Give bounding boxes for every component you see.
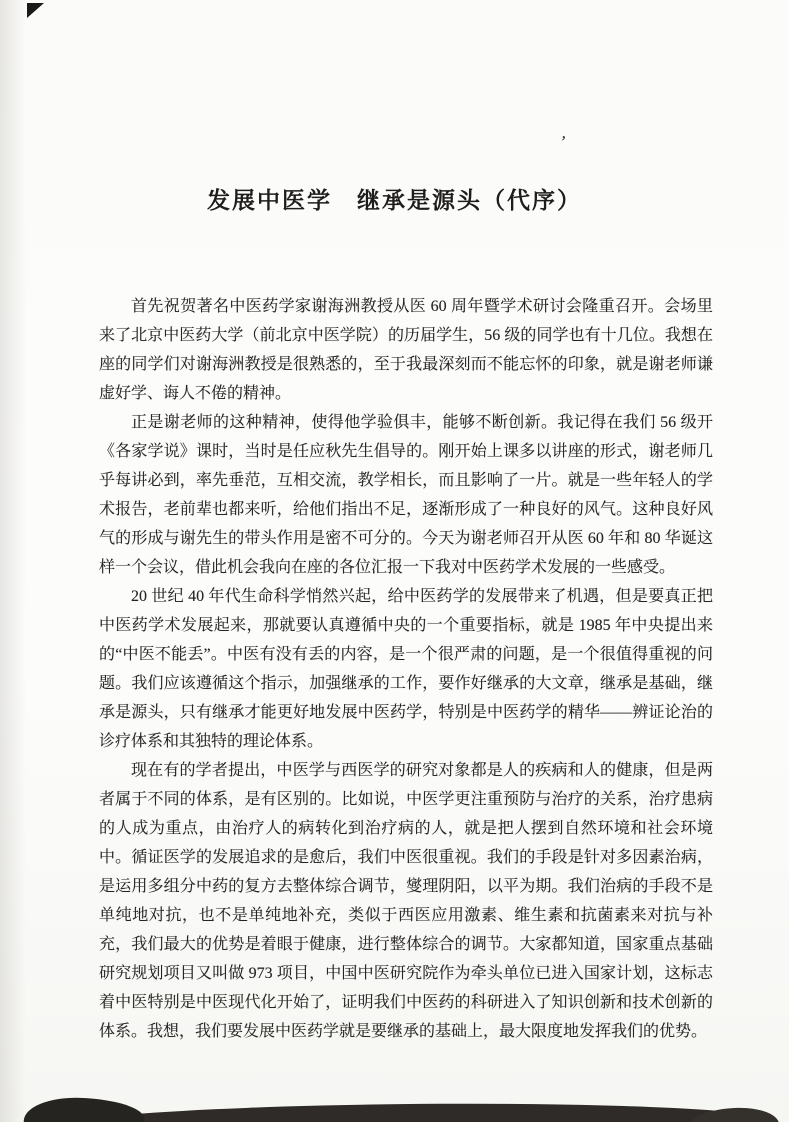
scan-artifact-top-left: [27, 3, 44, 18]
scan-artifact-bottom-edge: [34, 1102, 771, 1122]
scan-speck-mark: ’: [558, 131, 568, 153]
paragraph-3: 20 世纪 40 年代生命科学悄然兴起，给中医药学的发展带来了机遇，但是要真正把中医药学术发展起来，那就要认真遵循中央的一个重要指标，就是 1985 年中央提出来的“中医不能丢”。中医有没有丢的内容，是一个很严肃的问题，是一个很值得重视的问题。我们应该遵循这个指示，加强继承的工作，要作好继承的大文章，继承是基础，继承是源头，只有继承才能更好地发展中医药学，特别是中医药学的精华——辨证论治的诊疗体系和其独特的理论体系。: [99, 588, 713, 750]
paragraph-4: 现在有的学者提出，中医学与西医学的研究对象都是人的疾病和人的健康，但是两者属于不同的体系，是有区别的。比如说，中医学更注重预防与治疗的关系，治疗患病的人成为重点，由治疗人的病转化到治疗病的人，就是把人摆到自然环境和社会环境中。循证医学的发展追求的是愈后，我们中医很重视。我们的手段是针对多因素治病，是运用多组分中药的复方去整体综合调节，燮理阴阳，以平为期。我们治病的手段不是单纯地对抗，也不是单纯地补充，类似于西医应用激素、维生素和抗菌素来对抗与补充，我们最大的优势是着眼于健康，进行整体综合的调节。大家都知道，国家重点基础研究规划项目又叫做 973 项目，中国中医研究院作为牵头单位已进入国家计划，这标志着中医特别是中医现代化开始了，证明我们中医药的科研进入了知识创新和技术创新的体系。我想，我们要发展中医药学就是要继承的基础上，最大限度地发挥我们的优势。: [99, 762, 713, 1040]
body-text: [99, 292, 713, 1046]
scan-gutter-shade: [0, 0, 26, 1122]
paragraph-1: 首先祝贺著名中医药学家谢海洲教授从医 60 周年暨学术研讨会隆重召开。会场里来了北京中医药大学（前北京中医学院）的历届学生，56 级的同学也有十几位。我想在座的同学们对谢海洲教授是很熟悉的，至于我最深刻而不能忘怀的印象，就是谢老师谦虚好学、诲人不倦的精神。: [99, 298, 713, 402]
page-title: 发展中医学 继承是源头（代序）: [207, 188, 582, 213]
paragraph-2: 正是谢老师的这种精神，使得他学验俱丰，能够不断创新。我记得在我们 56 级开《各家学说》课时，当时是任应秋先生倡导的。刚开始上课多以讲座的形式，谢老师几乎每讲必到，率先垂范，互相交流，教学相长，而且影响了一片。就是一些年轻人的学术报告，老前辈也都来听，给他们指出不足，逐渐形成了一种良好的风气。这种良好风气的形成与谢先生的带头作用是密不可分的。今天为谢老师召开从医 60 年和 80 华诞这样一个会议，借此机会我向在座的各位汇报一下我对中医药学术发展的一些感受。: [99, 414, 713, 576]
scan-artifact-bottom-left: [23, 1096, 144, 1122]
